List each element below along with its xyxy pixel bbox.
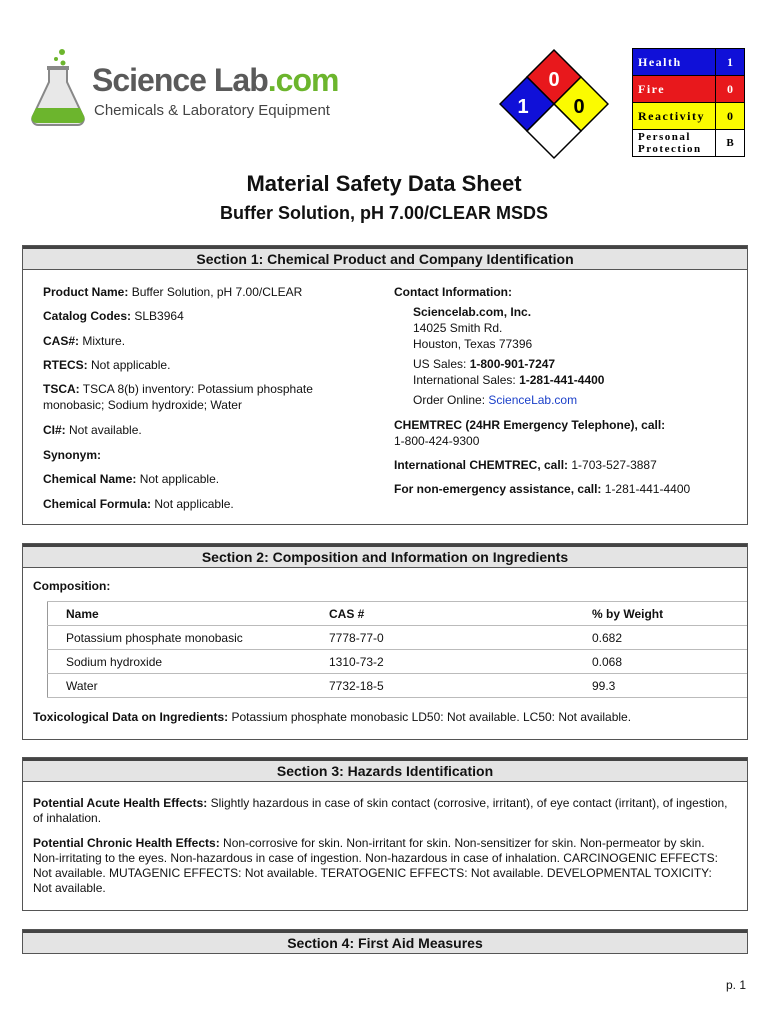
cell-weight: 0.068 [574,650,747,674]
section-4-heading: Section 4: First Aid Measures [23,930,747,954]
cell-name: Potassium phosphate monobasic [48,626,312,650]
section-3 [22,757,748,911]
section-2-heading: Section 2: Composition and Information on Ingredients [23,544,747,568]
intl-chemtrec-field: International CHEMTREC, call: 1-703-527-3887 [394,458,657,472]
cell-name: Sodium hydroxide [48,650,312,674]
flask-logo-icon [22,46,92,130]
ci-field: CI#: Not available. [43,423,142,437]
logo-tagline: Chemicals & Laboratory Equipment [94,102,330,119]
col-name: Name [48,602,312,626]
fire-label: Fire [633,76,716,103]
nfpa-reactivity-value: 0 [573,96,585,118]
order-online-field: Order Online: ScienceLab.com [413,393,578,407]
company-address: Sciencelab.com, Inc. 14025 Smith Rd. Houston, Texas 77396 [413,305,533,351]
toxicological-data: Toxicological Data on Ingredients: Potassium phosphate monobasic LD50: Not available. LC50: Not available. [33,710,632,724]
page-title: Material Safety Data Sheet [246,171,522,196]
cell-cas: 7732-18-5 [311,674,574,698]
logo-wordmark: Science Lab.com [92,62,339,98]
table-row [48,674,748,698]
section-4 [22,929,748,954]
acute-effects: Potential Acute Health Effects: Slightly hazardous in case of skin contact (corrosive, irritant), of eye contact (irritant), of ingestion, of inhalation. [33,796,728,825]
chemical-formula-field: Chemical Formula: Not applicable. [43,497,234,511]
nfpa-health-value: 1 [517,96,529,118]
page-number: p. 1 [725,978,746,992]
order-online-link[interactable]: ScienceLab.com [488,393,578,407]
rtecs-field: RTECS: Not applicable. [43,358,171,372]
sales-phones: US Sales: 1-800-901-7247 International Sales: 1-281-441-4400 [413,357,605,387]
protection-value: B [716,130,745,157]
fire-value: 0 [716,76,745,103]
composition-table [47,601,747,698]
cell-weight: 99.3 [574,674,747,698]
section-3-heading: Section 3: Hazards Identification [23,758,747,782]
nfpa-diamond-icon [499,48,609,164]
table-header-row [48,602,748,626]
cell-cas: 1310-73-2 [311,650,574,674]
col-weight: % by Weight [574,602,747,626]
table-row [48,650,748,674]
cell-cas: 7778-77-0 [311,626,574,650]
table-row [48,626,748,650]
composition-label: Composition: [33,579,111,593]
reactivity-label: Reactivity [633,103,716,130]
health-label: Health [633,49,716,76]
hazard-rating-table [632,48,745,157]
page-subtitle: Buffer Solution, pH 7.00/CLEAR MSDS [219,203,549,223]
chronic-effects: Potential Chronic Health Effects: Non-corrosive for skin. Non-irritant for skin. Non-sensitizer for skin. Non-permeator by skin. Non-irritating to the eyes. Non-hazardous in case of ingestion. Non-hazardous in case of inhalation. CARCINOGENIC EFFECTS: Not available. MUTAGENIC EFFECTS: Not available. TERATOGENIC EFFECTS: Not available. DEVELOPMENTAL TOXICITY: Not available. [33,836,718,895]
catalog-codes-field: Catalog Codes: SLB3964 [43,309,184,323]
synonym-field: Synonym: [43,448,102,462]
health-value: 1 [716,49,745,76]
nfpa-fire-value: 0 [548,69,560,91]
col-cas: CAS # [311,602,574,626]
chemical-name-field: Chemical Name: Not applicable. [43,472,220,486]
chemtrec-field: CHEMTREC (24HR Emergency Telephone), call: 1-800-424-9300 [394,418,666,448]
tsca-field: TSCA: TSCA 8(b) inventory: Potassium phosphate monobasic; Sodium hydroxide; Water [43,382,313,412]
product-name-field: Product Name: Buffer Solution, pH 7.00/CLEAR [43,285,303,299]
section-2 [22,543,748,740]
section-1-heading: Section 1: Chemical Product and Company Identification [23,246,747,270]
reactivity-value: 0 [716,103,745,130]
cell-weight: 0.682 [574,626,747,650]
section-1 [22,245,748,525]
contact-info-label: Contact Information: [394,285,512,299]
cell-name: Water [48,674,312,698]
non-emergency-field: For non-emergency assistance, call: 1-281-441-4400 [394,482,691,496]
cas-field: CAS#: Mixture. [43,334,126,348]
protection-label: Personal Protection [633,130,716,157]
